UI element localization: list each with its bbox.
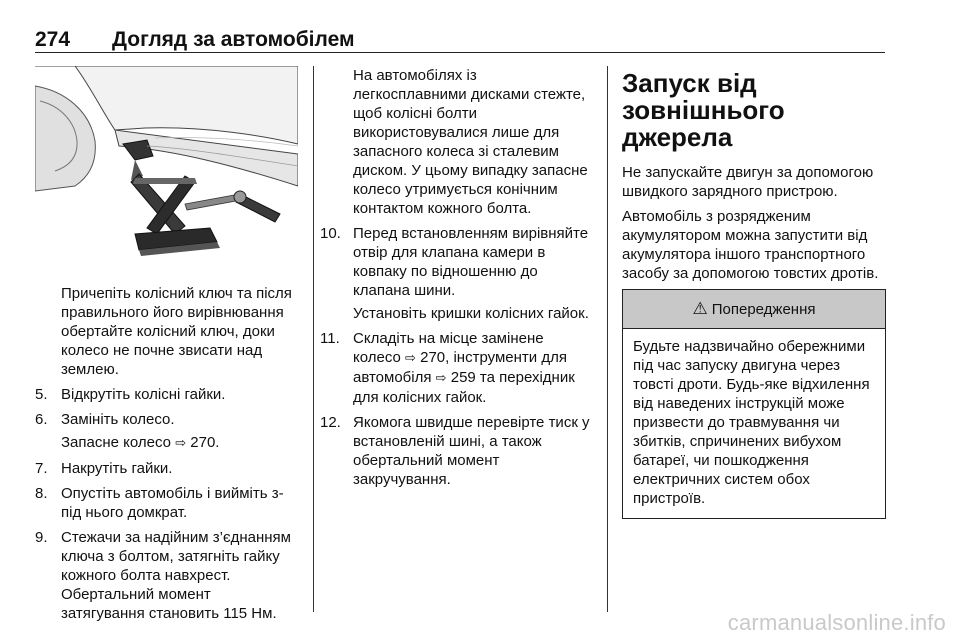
list-item [320,413,592,489]
list-item [35,385,298,404]
list-item [320,224,592,300]
item-number: 10. [320,225,341,242]
item-number: 9. [35,529,48,546]
page-number: 274 [35,28,71,51]
page-header [35,26,885,53]
item-text: Відкрутіть колісні гайки. [61,386,226,403]
list-item [35,484,298,522]
item-text [353,329,592,407]
item-sub-paragraph: Установіть кришки колісних гайок. [353,305,589,322]
warning-title: Попередження [711,300,816,318]
item-text: Опустіть автомобіль і вийміть з-під нього домкрат. [61,485,284,521]
intro-paragraph: Причепіть колісний ключ та після правильного його вирівнювання обертайте колісний ключ, доки колесо не почне звисати над землею. [61,285,292,378]
column-3 [622,66,886,519]
column-divider-left [313,66,314,612]
paragraph: Автомобіль з розрядженим акумулятором можна запустити від акумулятора іншого транспортного засобу за допомогою товстих дротів. [622,208,879,282]
paragraph: Не запускайте двигун за допомогою швидкого зарядного пристрою. [622,164,874,200]
list-item [35,528,298,623]
arrow-right-icon: ⇨ [175,436,187,451]
column-1 [35,284,298,629]
list-item [320,329,592,407]
continued-paragraph: На автомобілях із легкосплавними дисками стежте, щоб колісні болти використовувалися лише для запасного колеса зі сталевим диском. У цьому випадку запасне колесо утримується конічним контактом кожного болта. [353,67,588,217]
warning-text: Будьте надзвичайно обережними під час запуску двигуна через товсті дроти. Будь-яке відхилення від наведених інструкцій може призвести до травмування чи збитків, спричинених вибухом батареї, чи пошкодження електричних систем обох пристроїв. [633,338,870,507]
item-text-part: 270, інструменти для автомобіля [353,349,567,386]
sub-text: Запасне колесо [61,434,176,451]
section-title: Догляд за автомобілем [112,28,355,51]
watermark: carmanualsonline.info [727,610,946,635]
jack-illustration-svg [35,66,298,271]
warning-box [622,289,886,519]
item-text: Перед встановленням вирівняйте отвір для клапана камери в ковпаку по відношенню до клапана шини. [353,225,589,299]
section-heading: Запуск від зовнішнього джерела [622,68,785,152]
column-2 [320,66,592,495]
warning-triangle-icon: ⚠ [692,298,708,319]
item-text: Якомога швидше перевірте тиск у встановленій шині, а також обертальний момент закручування. [353,414,590,488]
item-sub-paragraph [35,433,298,453]
arrow-right-icon: ⇨ [405,351,416,366]
item-number: 8. [35,485,48,502]
item-number: 7. [35,460,48,477]
item-text-part: 259 та перехідник для колісних гайок. [353,369,575,406]
sub-text: 270. [186,434,220,451]
item-number: 12. [320,414,341,431]
list-item [35,410,298,429]
list-item [35,459,298,478]
warning-header [623,290,885,329]
jack-illustration [35,66,298,271]
item-text: Стежачи за надійним з’єднанням ключа з болтом, затягніть гайку кожного болта навхрест. Обертальний момент затягування становить 115 Нм. [61,529,291,622]
item-text: Замініть колесо. [61,411,175,428]
item-text: Накрутіть гайки. [61,460,173,477]
item-number: 11. [320,330,340,347]
arrow-right-icon: ⇨ [435,371,447,386]
item-number: 5. [35,386,48,403]
item-number: 6. [35,411,48,428]
item-text-part: Складіть на місце замінене колесо [353,330,544,366]
column-divider-right [607,66,608,612]
